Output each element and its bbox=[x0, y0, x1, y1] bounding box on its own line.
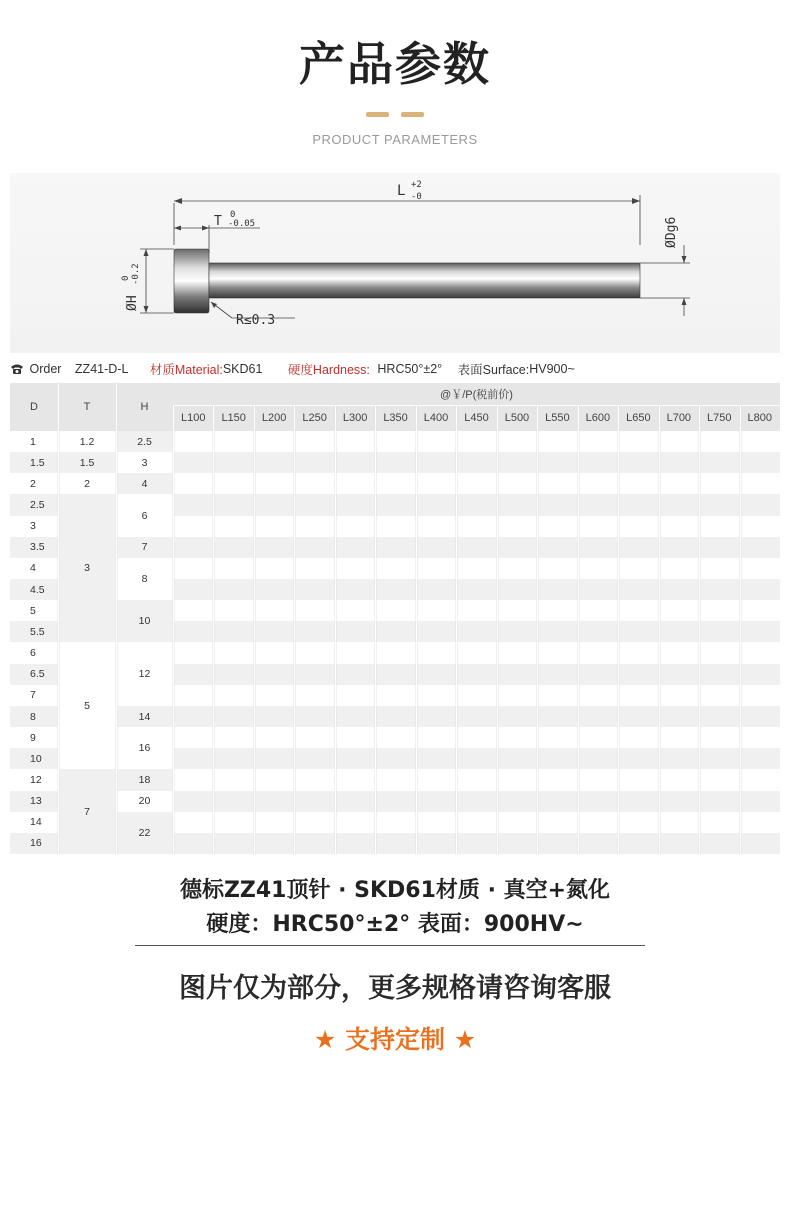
h-value: 22 bbox=[116, 812, 173, 854]
d-value: 4 bbox=[10, 558, 58, 579]
t-value: 1.2 bbox=[58, 431, 116, 452]
grid-line bbox=[213, 405, 214, 854]
grid-line bbox=[375, 405, 376, 854]
price-row bbox=[173, 621, 780, 642]
order-code: ZZ41-D-L bbox=[74, 362, 129, 376]
price-row bbox=[173, 643, 780, 664]
header-price: @￥/P(税前价) bbox=[440, 389, 513, 401]
price-row bbox=[173, 452, 780, 473]
price-row bbox=[173, 769, 780, 790]
header-length-col: L800 bbox=[747, 412, 772, 424]
d-value: 9 bbox=[10, 727, 58, 748]
h-tol-lower: -0.2 bbox=[131, 263, 141, 285]
radius-label: R≤0.3 bbox=[236, 313, 276, 328]
t-value: 2 bbox=[58, 473, 116, 494]
d-value: 14 bbox=[10, 812, 58, 833]
h-value: 16 bbox=[116, 727, 173, 769]
price-row bbox=[173, 727, 780, 748]
h-value: 4 bbox=[116, 473, 173, 494]
header-length-col: L500 bbox=[504, 412, 530, 424]
grid-line bbox=[699, 405, 700, 854]
d-value: 13 bbox=[10, 791, 58, 812]
header-h: H bbox=[140, 401, 149, 413]
grid-line bbox=[659, 405, 660, 854]
price-row bbox=[173, 516, 780, 537]
header-t: T bbox=[83, 401, 91, 413]
header-length-col: L350 bbox=[383, 412, 408, 424]
header-length-col: L600 bbox=[585, 412, 611, 424]
hardness-value: HRC50°±2° bbox=[377, 362, 443, 376]
t-label: T bbox=[214, 214, 222, 229]
length-tol-lower: -0 bbox=[411, 192, 422, 202]
h-value: 6 bbox=[116, 494, 173, 536]
grid-line bbox=[254, 405, 255, 854]
d-value: 6 bbox=[10, 643, 58, 664]
h-value: 7 bbox=[116, 537, 173, 558]
hardness-label: 硬度Hardness: bbox=[287, 363, 370, 377]
d-value: 2 bbox=[10, 473, 58, 494]
h-label: ØH bbox=[125, 295, 140, 311]
material-value: SKD61 bbox=[222, 362, 263, 376]
price-row bbox=[173, 812, 780, 833]
pin-shaft bbox=[209, 263, 640, 298]
price-row bbox=[173, 494, 780, 515]
grid-line bbox=[537, 405, 538, 854]
grid-line bbox=[456, 405, 457, 854]
d-value: 2.5 bbox=[10, 494, 58, 515]
d-value: 5 bbox=[10, 600, 58, 621]
h-value: 3 bbox=[116, 452, 173, 473]
phone-icon bbox=[10, 363, 24, 375]
d-value: 5.5 bbox=[10, 621, 58, 642]
t-value: 5 bbox=[58, 643, 116, 770]
price-row bbox=[173, 833, 780, 854]
price-row bbox=[173, 473, 780, 494]
contact-note: 图片仅为部分，更多规格请咨询客服 bbox=[179, 973, 611, 1004]
header-length-col: L100 bbox=[180, 412, 206, 424]
grid-line bbox=[578, 405, 579, 854]
header-length-col: L200 bbox=[261, 412, 287, 424]
h-value: 14 bbox=[116, 706, 173, 727]
price-row bbox=[173, 685, 780, 706]
d-value: 8 bbox=[10, 706, 58, 727]
header-length-col: L650 bbox=[626, 412, 651, 424]
material-label: 材质Material: bbox=[149, 363, 223, 377]
d-value: 6.5 bbox=[10, 664, 58, 685]
d-value: 4.5 bbox=[10, 579, 58, 600]
length-tol-upper: +2 bbox=[411, 180, 422, 190]
title-underline bbox=[366, 112, 424, 117]
price-row bbox=[173, 537, 780, 558]
header-d: D bbox=[30, 401, 38, 413]
h-value: 10 bbox=[116, 600, 173, 642]
ejector-pin-diagram bbox=[10, 173, 780, 353]
d-label: ØDg6 bbox=[664, 216, 679, 248]
grid-line bbox=[416, 405, 417, 854]
length-label: L bbox=[397, 183, 406, 199]
t-tol-lower: -0.05 bbox=[228, 219, 256, 229]
header-length-col: L450 bbox=[464, 412, 489, 424]
header-length-col: L700 bbox=[666, 412, 692, 424]
h-value: 2.5 bbox=[116, 431, 173, 452]
price-row bbox=[173, 748, 780, 769]
price-row bbox=[173, 579, 780, 600]
grid-line bbox=[294, 405, 295, 854]
header-length-col: L150 bbox=[221, 412, 246, 424]
d-value: 10 bbox=[10, 748, 58, 769]
price-row bbox=[173, 706, 780, 727]
grid-line bbox=[618, 405, 619, 854]
price-row bbox=[173, 600, 780, 621]
d-value: 1 bbox=[10, 431, 58, 452]
product-summary: 德标ZZ41顶针 · SKD61材质 · 真空+氮化 bbox=[179, 878, 611, 903]
price-table bbox=[10, 383, 780, 854]
grid-line bbox=[58, 383, 59, 854]
price-row bbox=[173, 791, 780, 812]
h-value: 12 bbox=[116, 643, 173, 706]
header-length-col: L400 bbox=[423, 412, 449, 424]
t-value: 1.5 bbox=[58, 452, 116, 473]
spec-line bbox=[10, 360, 780, 378]
d-value: 3.5 bbox=[10, 537, 58, 558]
grid-line bbox=[116, 383, 117, 854]
price-row bbox=[173, 558, 780, 579]
page-title: 产品参数 bbox=[299, 37, 491, 91]
t-value: 7 bbox=[58, 769, 116, 854]
order-label: Order bbox=[29, 362, 62, 376]
t-tol-upper: 0 bbox=[230, 210, 236, 220]
grid-line bbox=[335, 405, 336, 854]
surface-value: HV900~ bbox=[529, 362, 575, 376]
price-row bbox=[173, 664, 780, 685]
grid-line bbox=[497, 405, 498, 854]
d-value: 7 bbox=[10, 685, 58, 706]
customization-banner: ★ 支持定制 ★ bbox=[313, 1025, 477, 1054]
header-length-col: L550 bbox=[545, 412, 570, 424]
pin-head bbox=[174, 249, 209, 313]
header-length-col: L250 bbox=[302, 412, 327, 424]
divider bbox=[135, 945, 645, 946]
t-value: 3 bbox=[58, 494, 116, 642]
d-value: 12 bbox=[10, 769, 58, 790]
header-length-col: L750 bbox=[707, 412, 732, 424]
surface-label: 表面Surface: bbox=[457, 363, 530, 377]
page-subtitle: PRODUCT PARAMETERS bbox=[312, 132, 478, 147]
d-value: 1.5 bbox=[10, 452, 58, 473]
grid-line bbox=[173, 405, 174, 854]
d-value: 3 bbox=[10, 516, 58, 537]
product-hardness-summary: 硬度：HRC50°±2° 表面：900HV~ bbox=[206, 912, 584, 937]
h-tol-upper: 0 bbox=[121, 275, 131, 281]
price-row bbox=[173, 431, 780, 452]
d-value: 16 bbox=[10, 833, 58, 854]
h-value: 18 bbox=[116, 769, 173, 790]
h-value: 20 bbox=[116, 791, 173, 812]
grid-line bbox=[740, 405, 741, 854]
header-length-col: L300 bbox=[342, 412, 368, 424]
h-value: 8 bbox=[116, 558, 173, 600]
